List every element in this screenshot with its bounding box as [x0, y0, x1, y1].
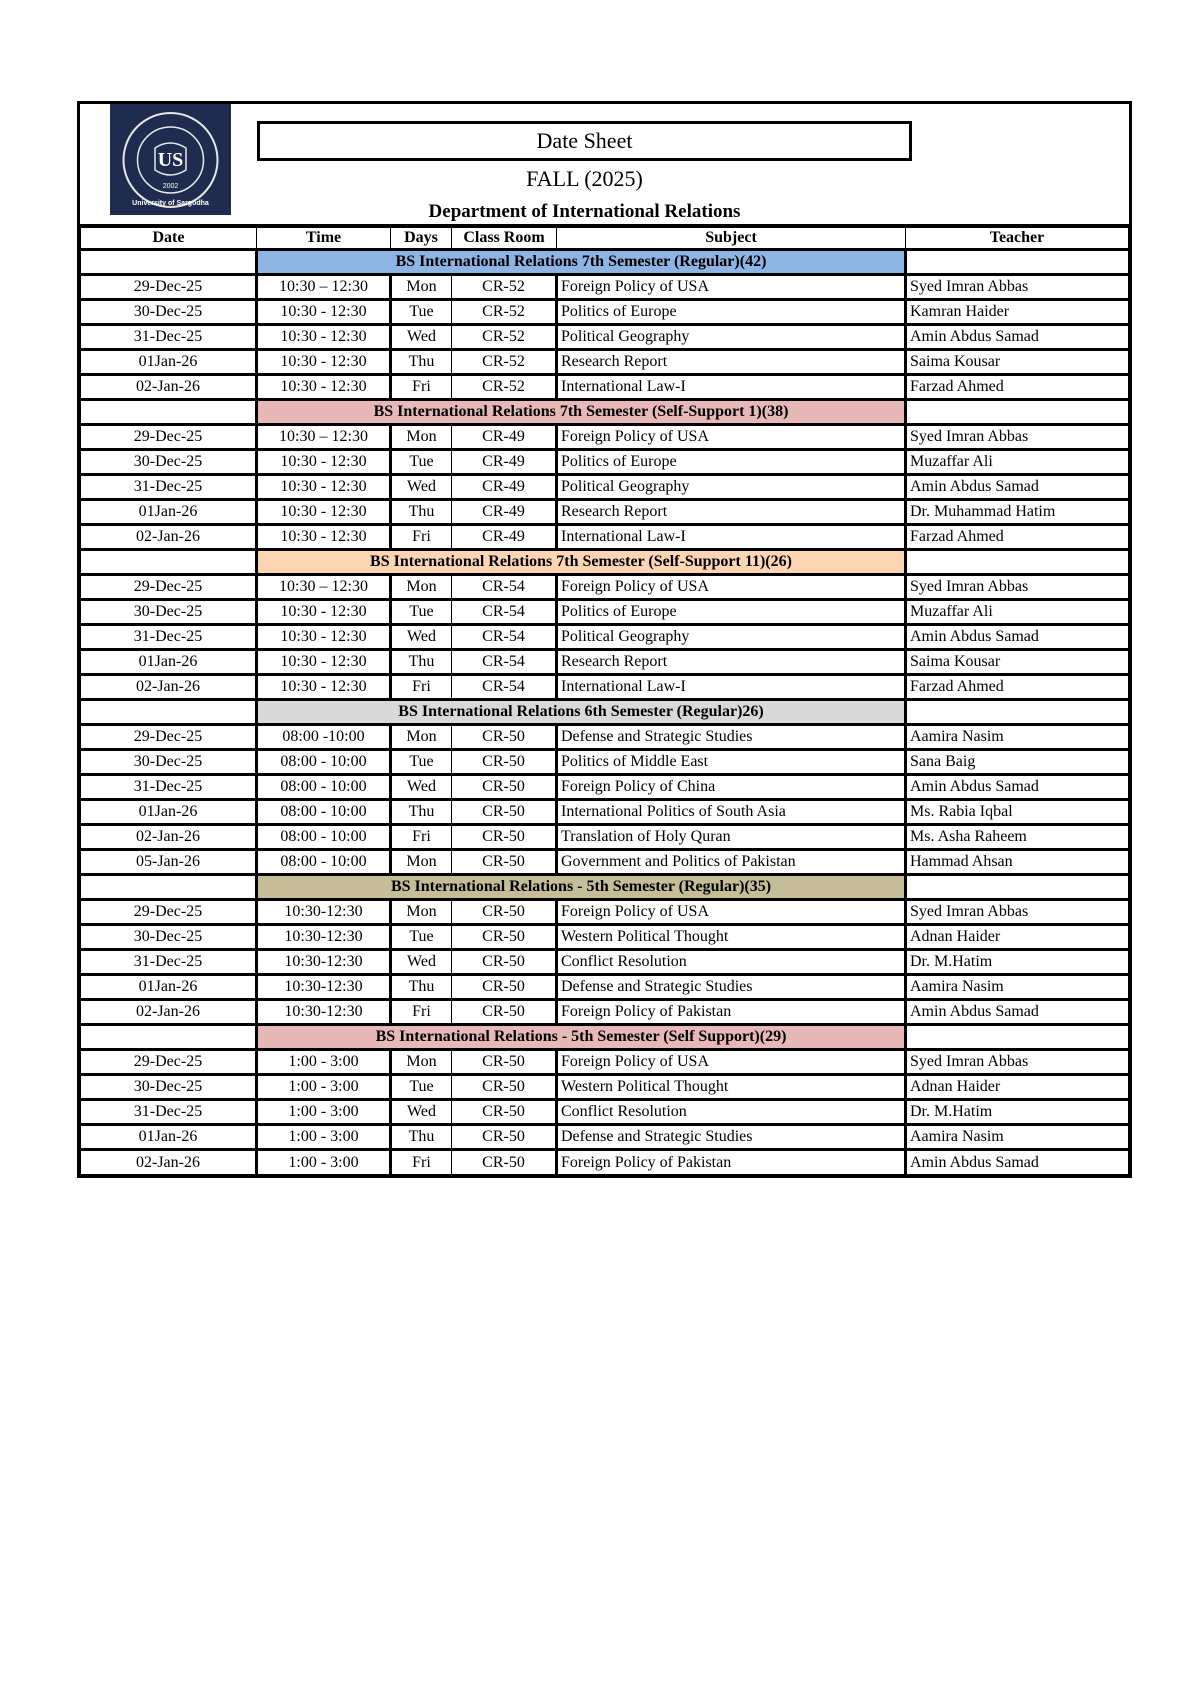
subject-cell: Foreign Policy of USA: [557, 275, 906, 300]
time-cell: 1:00 - 3:00: [257, 1075, 391, 1100]
subject-cell: Translation of Holy Quran: [557, 825, 906, 850]
date-cell: 02-Jan-26: [81, 1150, 257, 1175]
room-cell: CR-50: [452, 925, 557, 950]
time-cell: 08:00 -10:00: [257, 725, 391, 750]
date-cell: 31-Dec-25: [81, 775, 257, 800]
sheet-header: [80, 104, 1129, 227]
time-cell: 10:30-12:30: [257, 900, 391, 925]
subject-cell: Politics of Europe: [557, 600, 906, 625]
teacher-cell: Syed Imran Abbas: [906, 1050, 1129, 1075]
subject-cell: International Law-I: [557, 675, 906, 700]
day-cell: Mon: [391, 900, 452, 925]
day-cell: Tue: [391, 925, 452, 950]
subject-cell: Political Geography: [557, 625, 906, 650]
semester-spacer-cell: [906, 250, 1129, 275]
room-cell: CR-50: [452, 1000, 557, 1025]
day-cell: Thu: [391, 800, 452, 825]
room-cell: CR-50: [452, 800, 557, 825]
table-row: [81, 850, 1129, 875]
room-cell: CR-50: [452, 725, 557, 750]
table-row: [81, 475, 1129, 500]
day-cell: Wed: [391, 1100, 452, 1125]
teacher-cell: Farzad Ahmed: [906, 675, 1129, 700]
table-row: [81, 500, 1129, 525]
subject-cell: Politics of Europe: [557, 450, 906, 475]
date-cell: 01Jan-26: [81, 800, 257, 825]
subject-cell: Conflict Resolution: [557, 1100, 906, 1125]
date-cell: 30-Dec-25: [81, 750, 257, 775]
date-cell: 02-Jan-26: [81, 375, 257, 400]
subject-cell: International Politics of South Asia: [557, 800, 906, 825]
time-cell: 10:30 - 12:30: [257, 675, 391, 700]
university-seal-icon: [115, 108, 226, 212]
semester-label: BS International Relations 7th Semester (Self-Support 1)(38): [257, 400, 906, 425]
subject-cell: Politics of Europe: [557, 300, 906, 325]
semester-spacer-cell: [906, 400, 1129, 425]
time-cell: 10:30 - 12:30: [257, 650, 391, 675]
teacher-cell: Amin Abdus Samad: [906, 1000, 1129, 1025]
time-cell: 10:30 - 12:30: [257, 375, 391, 400]
table-row: [81, 425, 1129, 450]
subject-cell: Research Report: [557, 650, 906, 675]
semester-header-row: [81, 1025, 1129, 1050]
teacher-cell: Dr. Muhammad Hatim: [906, 500, 1129, 525]
teacher-cell: Dr. M.Hatim: [906, 1100, 1129, 1125]
teacher-cell: Dr. M.Hatim: [906, 950, 1129, 975]
room-cell: CR-52: [452, 300, 557, 325]
teacher-cell: Amin Abdus Samad: [906, 625, 1129, 650]
subject-cell: Western Political Thought: [557, 925, 906, 950]
subject-cell: Research Report: [557, 500, 906, 525]
time-cell: 08:00 - 10:00: [257, 775, 391, 800]
day-cell: Fri: [391, 525, 452, 550]
semester-label: BS International Relations - 5th Semester (Self Support)(29): [257, 1025, 906, 1050]
semester-spacer-cell: [906, 875, 1129, 900]
column-header-days: Days: [391, 228, 452, 250]
date-cell: 01Jan-26: [81, 1125, 257, 1150]
date-cell: 01Jan-26: [81, 975, 257, 1000]
university-logo: [110, 104, 231, 215]
column-header-date: Date: [81, 228, 257, 250]
date-cell: 29-Dec-25: [81, 425, 257, 450]
time-cell: 1:00 - 3:00: [257, 1125, 391, 1150]
teacher-cell: Adnan Haider: [906, 1075, 1129, 1100]
day-cell: Tue: [391, 750, 452, 775]
room-cell: CR-49: [452, 525, 557, 550]
semester-spacer-cell: [906, 1025, 1129, 1050]
semester-label: BS International Relations 6th Semester (Regular)26): [257, 700, 906, 725]
teacher-cell: Saima Kousar: [906, 650, 1129, 675]
subject-cell: Western Political Thought: [557, 1075, 906, 1100]
table-row: [81, 625, 1129, 650]
day-cell: Wed: [391, 625, 452, 650]
room-cell: CR-52: [452, 325, 557, 350]
subject-cell: Foreign Policy of USA: [557, 900, 906, 925]
subject-cell: Foreign Policy of Pakistan: [557, 1000, 906, 1025]
semester-header-row: [81, 550, 1129, 575]
table-row: [81, 1125, 1129, 1150]
time-cell: 10:30-12:30: [257, 950, 391, 975]
time-cell: 1:00 - 3:00: [257, 1050, 391, 1075]
semester-spacer-cell: [81, 1025, 257, 1050]
time-cell: 10:30 - 12:30: [257, 625, 391, 650]
semester-spacer-cell: [81, 400, 257, 425]
room-cell: CR-49: [452, 425, 557, 450]
room-cell: CR-50: [452, 1125, 557, 1150]
day-cell: Thu: [391, 975, 452, 1000]
teacher-cell: Farzad Ahmed: [906, 525, 1129, 550]
date-cell: 31-Dec-25: [81, 950, 257, 975]
room-cell: CR-50: [452, 750, 557, 775]
subject-cell: Foreign Policy of USA: [557, 575, 906, 600]
semester-spacer-cell: [81, 550, 257, 575]
time-cell: 10:30 – 12:30: [257, 425, 391, 450]
day-cell: Wed: [391, 325, 452, 350]
day-cell: Tue: [391, 1075, 452, 1100]
day-cell: Mon: [391, 425, 452, 450]
subject-cell: Defense and Strategic Studies: [557, 1125, 906, 1150]
date-cell: 01Jan-26: [81, 350, 257, 375]
day-cell: Fri: [391, 675, 452, 700]
logo-year: 2002: [162, 182, 179, 190]
day-cell: Thu: [391, 1125, 452, 1150]
room-cell: CR-50: [452, 900, 557, 925]
day-cell: Mon: [391, 575, 452, 600]
teacher-cell: Amin Abdus Samad: [906, 475, 1129, 500]
day-cell: Mon: [391, 850, 452, 875]
subject-cell: Foreign Policy of USA: [557, 425, 906, 450]
day-cell: Thu: [391, 650, 452, 675]
subject-cell: Defense and Strategic Studies: [557, 725, 906, 750]
date-cell: 30-Dec-25: [81, 925, 257, 950]
date-cell: 29-Dec-25: [81, 725, 257, 750]
term-label: FALL (2025): [526, 166, 643, 191]
date-cell: 31-Dec-25: [81, 625, 257, 650]
time-cell: 10:30-12:30: [257, 975, 391, 1000]
subject-cell: International Law-I: [557, 375, 906, 400]
subject-cell: Research Report: [557, 350, 906, 375]
time-cell: 08:00 - 10:00: [257, 750, 391, 775]
page-title: Date Sheet: [257, 121, 912, 161]
room-cell: CR-50: [452, 975, 557, 1000]
time-cell: 1:00 - 3:00: [257, 1150, 391, 1175]
table-row: [81, 600, 1129, 625]
time-cell: 10:30 - 12:30: [257, 525, 391, 550]
table-row: [81, 925, 1129, 950]
table-row: [81, 725, 1129, 750]
teacher-cell: Kamran Haider: [906, 300, 1129, 325]
room-cell: CR-50: [452, 950, 557, 975]
day-cell: Mon: [391, 725, 452, 750]
time-cell: 1:00 - 3:00: [257, 1100, 391, 1125]
teacher-cell: Aamira Nasim: [906, 975, 1129, 1000]
semester-spacer-cell: [81, 700, 257, 725]
semester-spacer-cell: [906, 550, 1129, 575]
day-cell: Mon: [391, 1050, 452, 1075]
day-cell: Wed: [391, 950, 452, 975]
semester-header-row: [81, 875, 1129, 900]
date-cell: 30-Dec-25: [81, 300, 257, 325]
room-cell: CR-52: [452, 375, 557, 400]
teacher-cell: Aamira Nasim: [906, 725, 1129, 750]
semester-header-row: [81, 700, 1129, 725]
table-row: [81, 1000, 1129, 1025]
table-row: [81, 750, 1129, 775]
teacher-cell: Hammad Ahsan: [906, 850, 1129, 875]
column-header-time: Time: [257, 228, 391, 250]
room-cell: CR-52: [452, 350, 557, 375]
date-cell: 30-Dec-25: [81, 600, 257, 625]
time-cell: 10:30-12:30: [257, 925, 391, 950]
subject-cell: Foreign Policy of Pakistan: [557, 1150, 906, 1175]
table-row: [81, 800, 1129, 825]
day-cell: Fri: [391, 375, 452, 400]
room-cell: CR-50: [452, 775, 557, 800]
teacher-cell: Farzad Ahmed: [906, 375, 1129, 400]
logo-initials: US: [157, 148, 184, 171]
teacher-cell: Syed Imran Abbas: [906, 575, 1129, 600]
time-cell: 10:30 - 12:30: [257, 600, 391, 625]
room-cell: CR-54: [452, 650, 557, 675]
teacher-cell: Saima Kousar: [906, 350, 1129, 375]
semester-header-row: [81, 250, 1129, 275]
semester-header-row: [81, 400, 1129, 425]
teacher-cell: Muzaffar Ali: [906, 600, 1129, 625]
table-row: [81, 450, 1129, 475]
department-label: Department of International Relations: [428, 201, 741, 222]
time-cell: 10:30 – 12:30: [257, 275, 391, 300]
room-cell: CR-49: [452, 450, 557, 475]
table-row: [81, 900, 1129, 925]
room-cell: CR-50: [452, 1150, 557, 1175]
room-cell: CR-54: [452, 675, 557, 700]
table-row: [81, 350, 1129, 375]
teacher-cell: Amin Abdus Samad: [906, 1150, 1129, 1175]
time-cell: 08:00 - 10:00: [257, 825, 391, 850]
semester-label: BS International Relations 7th Semester (Self-Support 11)(26): [257, 550, 906, 575]
table-row: [81, 1050, 1129, 1075]
table-row: [81, 1075, 1129, 1100]
table-row: [81, 275, 1129, 300]
time-cell: 10:30 - 12:30: [257, 500, 391, 525]
date-cell: 02-Jan-26: [81, 825, 257, 850]
table-row: [81, 575, 1129, 600]
table-row: [81, 675, 1129, 700]
date-cell: 29-Dec-25: [81, 575, 257, 600]
day-cell: Thu: [391, 350, 452, 375]
schedule-table: [80, 227, 1129, 1175]
table-row: [81, 950, 1129, 975]
teacher-cell: Amin Abdus Samad: [906, 325, 1129, 350]
day-cell: Tue: [391, 300, 452, 325]
subject-cell: Political Geography: [557, 325, 906, 350]
table-row: [81, 525, 1129, 550]
date-cell: 02-Jan-26: [81, 1000, 257, 1025]
subject-cell: International Law-I: [557, 525, 906, 550]
date-cell: 29-Dec-25: [81, 1050, 257, 1075]
day-cell: Wed: [391, 775, 452, 800]
room-cell: CR-52: [452, 275, 557, 300]
day-cell: Fri: [391, 1000, 452, 1025]
subject-cell: Foreign Policy of USA: [557, 1050, 906, 1075]
table-row: [81, 1100, 1129, 1125]
column-header-class-room: Class Room: [452, 228, 557, 250]
subject-cell: Government and Politics of Pakistan: [557, 850, 906, 875]
table-header-row: [81, 228, 1129, 250]
subject-cell: Defense and Strategic Studies: [557, 975, 906, 1000]
subject-cell: Foreign Policy of China: [557, 775, 906, 800]
teacher-cell: Syed Imran Abbas: [906, 275, 1129, 300]
time-cell: 10:30 – 12:30: [257, 575, 391, 600]
room-cell: CR-50: [452, 1100, 557, 1125]
time-cell: 10:30 - 12:30: [257, 325, 391, 350]
date-cell: 31-Dec-25: [81, 475, 257, 500]
column-header-teacher: Teacher: [906, 228, 1129, 250]
logo-ring-text: University of Sargodha: [132, 199, 209, 207]
subject-cell: Conflict Resolution: [557, 950, 906, 975]
teacher-cell: Syed Imran Abbas: [906, 425, 1129, 450]
date-cell: 01Jan-26: [81, 650, 257, 675]
room-cell: CR-54: [452, 625, 557, 650]
date-cell: 29-Dec-25: [81, 275, 257, 300]
room-cell: CR-49: [452, 475, 557, 500]
date-sheet: [77, 101, 1132, 1178]
time-cell: 10:30-12:30: [257, 1000, 391, 1025]
time-cell: 10:30 - 12:30: [257, 450, 391, 475]
table-row: [81, 325, 1129, 350]
room-cell: CR-49: [452, 500, 557, 525]
date-cell: 02-Jan-26: [81, 675, 257, 700]
date-cell: 02-Jan-26: [81, 525, 257, 550]
date-cell: 31-Dec-25: [81, 1100, 257, 1125]
date-cell: 30-Dec-25: [81, 1075, 257, 1100]
semester-label: BS International Relations 7th Semester (Regular)(42): [257, 250, 906, 275]
day-cell: Wed: [391, 475, 452, 500]
room-cell: CR-54: [452, 600, 557, 625]
table-row: [81, 975, 1129, 1000]
day-cell: Fri: [391, 1150, 452, 1175]
day-cell: Mon: [391, 275, 452, 300]
day-cell: Tue: [391, 450, 452, 475]
teacher-cell: Muzaffar Ali: [906, 450, 1129, 475]
room-cell: CR-50: [452, 850, 557, 875]
semester-label: BS International Relations - 5th Semester (Regular)(35): [257, 875, 906, 900]
teacher-cell: Syed Imran Abbas: [906, 900, 1129, 925]
time-cell: 10:30 - 12:30: [257, 300, 391, 325]
teacher-cell: Amin Abdus Samad: [906, 775, 1129, 800]
teacher-cell: Aamira Nasim: [906, 1125, 1129, 1150]
date-cell: 01Jan-26: [81, 500, 257, 525]
room-cell: CR-50: [452, 825, 557, 850]
table-row: [81, 1150, 1129, 1175]
time-cell: 10:30 - 12:30: [257, 350, 391, 375]
teacher-cell: Ms. Rabia Iqbal: [906, 800, 1129, 825]
teacher-cell: Sana Baig: [906, 750, 1129, 775]
semester-spacer-cell: [81, 250, 257, 275]
table-row: [81, 650, 1129, 675]
room-cell: CR-50: [452, 1075, 557, 1100]
teacher-cell: Ms. Asha Raheem: [906, 825, 1129, 850]
schedule-body: [81, 250, 1129, 1175]
day-cell: Tue: [391, 600, 452, 625]
subject-cell: Political Geography: [557, 475, 906, 500]
table-row: [81, 775, 1129, 800]
column-header-subject: Subject: [557, 228, 906, 250]
table-row: [81, 300, 1129, 325]
semester-spacer-cell: [81, 875, 257, 900]
date-cell: 05-Jan-26: [81, 850, 257, 875]
time-cell: 10:30 - 12:30: [257, 475, 391, 500]
date-cell: 29-Dec-25: [81, 900, 257, 925]
date-cell: 30-Dec-25: [81, 450, 257, 475]
teacher-cell: Adnan Haider: [906, 925, 1129, 950]
day-cell: Thu: [391, 500, 452, 525]
time-cell: 08:00 - 10:00: [257, 850, 391, 875]
room-cell: CR-54: [452, 575, 557, 600]
semester-spacer-cell: [906, 700, 1129, 725]
day-cell: Fri: [391, 825, 452, 850]
time-cell: 08:00 - 10:00: [257, 800, 391, 825]
date-cell: 31-Dec-25: [81, 325, 257, 350]
table-row: [81, 375, 1129, 400]
table-row: [81, 825, 1129, 850]
subject-cell: Politics of Middle East: [557, 750, 906, 775]
room-cell: CR-50: [452, 1050, 557, 1075]
